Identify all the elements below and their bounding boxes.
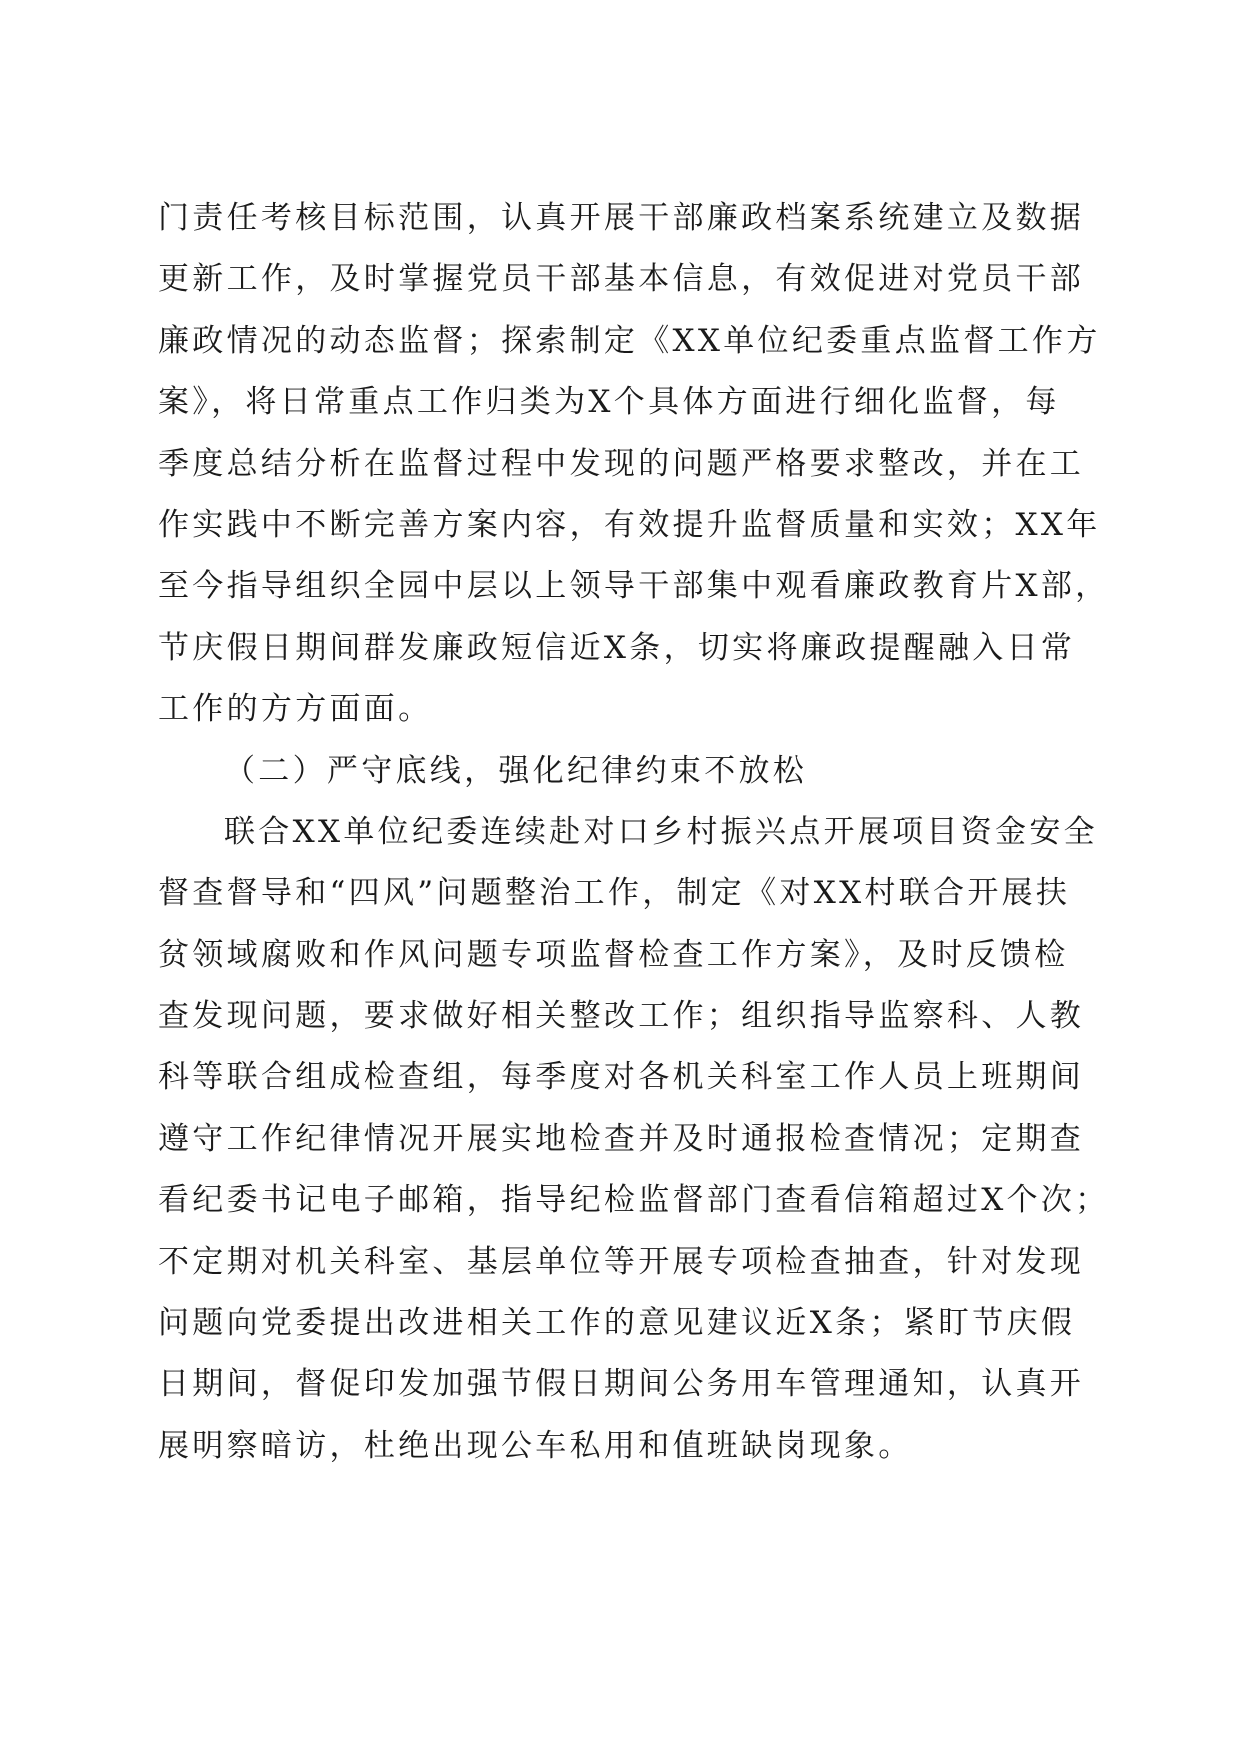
body-line: 节庆假日期间群发廉政短信近X条，切实将廉政提醒融入日常	[158, 629, 1076, 666]
body-line: 工作的方方面面。	[158, 691, 433, 728]
body-line: 廉政情况的动态监督；探索制定《XX单位纪委重点监督工作方	[158, 322, 1101, 359]
body-line: 不定期对机关科室、基层单位等开展专项检查抽查，针对发现	[158, 1243, 1085, 1280]
body-line: 查发现问题，要求做好相关整改工作；组织指导监察科、人教	[158, 998, 1085, 1035]
body-line: 督查督导和“四风”问题整治工作，制定《对XX村联合开展扶	[158, 875, 1071, 912]
body-line: 案》，将日常重点工作归类为X个具体方面进行细化监督，每	[158, 384, 1060, 421]
body-line: 科等联合组成检查组，每季度对各机关科室工作人员上班期间	[158, 1059, 1085, 1096]
body-line: 至今指导组织全园中层以上领导干部集中观看廉政教育片X部，	[158, 568, 1110, 605]
section-heading: （二）严守底线，强化纪律约束不放松	[224, 752, 808, 789]
body-line: 季度总结分析在监督过程中发现的问题严格要求整改，并在工	[158, 445, 1085, 482]
body-line: 贫领域腐败和作风问题专项监督检查工作方案》，及时反馈检	[158, 936, 1069, 973]
body-line: 遵守工作纪律情况开展实地检查并及时通报检查情况；定期查	[158, 1120, 1085, 1157]
document-body	[158, 188, 1110, 1477]
body-line: 日期间，督促印发加强节假日期间公务用车管理通知，认真开	[158, 1366, 1085, 1403]
body-line: 展明察暗访，杜绝出现公车私用和值班缺岗现象。	[158, 1427, 913, 1464]
body-line: 更新工作，及时掌握党员干部基本信息，有效促进对党员干部	[158, 261, 1085, 298]
body-line: 问题向党委提出改进相关工作的意见建议近X条；紧盯节庆假	[158, 1305, 1076, 1342]
body-line: 门责任考核目标范围，认真开展干部廉政档案系统建立及数据	[158, 200, 1085, 236]
body-line: 作实践中不断完善方案内容，有效提升监督质量和实效；XX年	[158, 506, 1101, 543]
body-line: 看纪委书记电子邮箱，指导纪检监督部门查看信箱超过X个次；	[158, 1182, 1110, 1219]
body-line: 联合XX单位纪委连续赴对口乡村振兴点开展项目资金安全	[224, 813, 1098, 850]
